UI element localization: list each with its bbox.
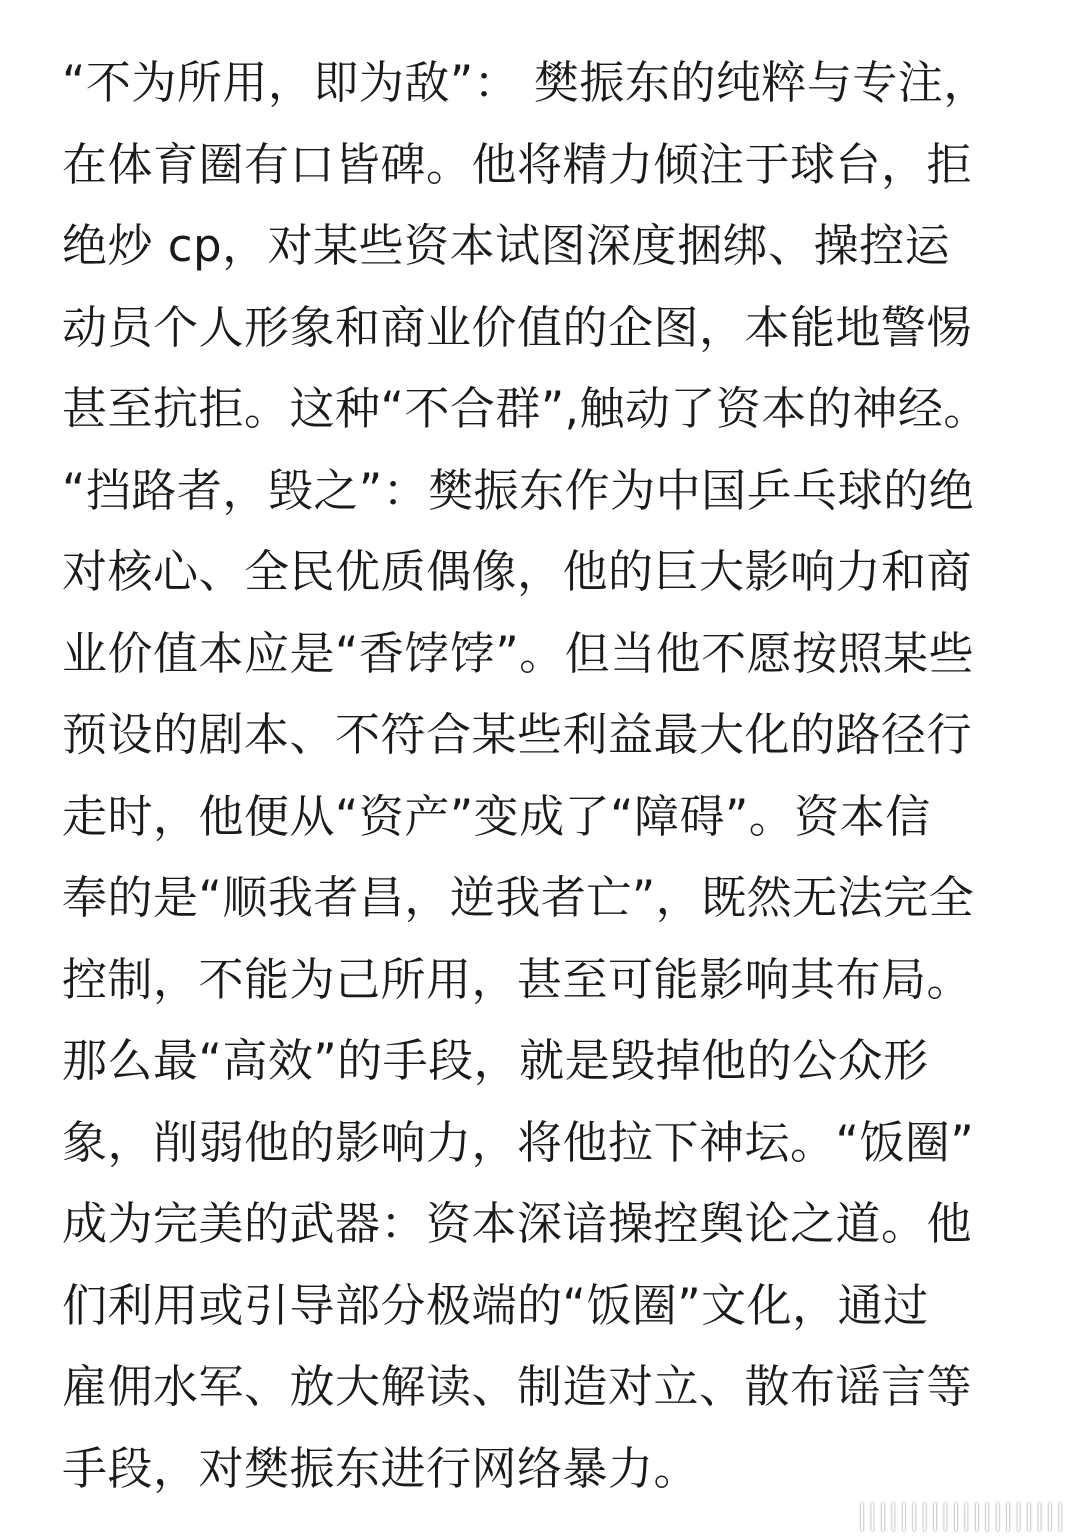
text-line: 在体育圈有口皆碑。他将精力倾注于球台，拒 [62, 137, 973, 191]
text-line: 控制，不能为己所用，甚至可能影响其布局。 [62, 952, 973, 1006]
text-line: 动员个人形象和商业价值的企图，本能地警惕 [62, 300, 973, 354]
text-line: 业价值本应是“香饽饽”。但当他不愿按照某些 [62, 626, 975, 680]
text-line: 奉的是“顺我者昌，逆我者亡”，既然无法完全 [62, 871, 975, 924]
text-line: 预设的剧本、不符合某些利益最大化的路径行 [62, 708, 973, 761]
text-line: “不为所用，即为敌”： 樊振东的纯粹与专注， [62, 56, 989, 109]
text-line: 象，削弱他的影响力，将他拉下神坛。“饭圈” [62, 1115, 975, 1169]
text-line: “挡路者，毁之”：樊振东作为中国乒乓球的绝 [62, 463, 975, 517]
text-line: 走时，他便从“资产”变成了“障碍”。资本信 [62, 789, 931, 843]
text-line: 绝炒 cp，对某些资本试图深度捆绑、操控运 [62, 219, 951, 272]
text-line: 成为完美的武器：资本深谙操控舆论之道。他 [62, 1197, 973, 1250]
article-body [62, 42, 1032, 1509]
watermark: |||||||||||||||||||| [857, 1498, 1066, 1531]
text-line: 雇佣水军、放大解读、制造对立、散布谣言等 [62, 1360, 973, 1413]
text-line: 们利用或引导部分极端的“饭圈”文化，通过 [62, 1278, 929, 1332]
text-line: 手段，对樊振东进行网络暴力。 [62, 1441, 700, 1495]
text-line: 甚至抗拒。这种“不合群”,触动了资本的神经。 [62, 382, 989, 435]
text-line: 那么最“高效”的手段，就是毁掉他的公众形 [62, 1034, 929, 1087]
text-line: 对核心、全民优质偶像，他的巨大影响力和商 [62, 545, 973, 598]
